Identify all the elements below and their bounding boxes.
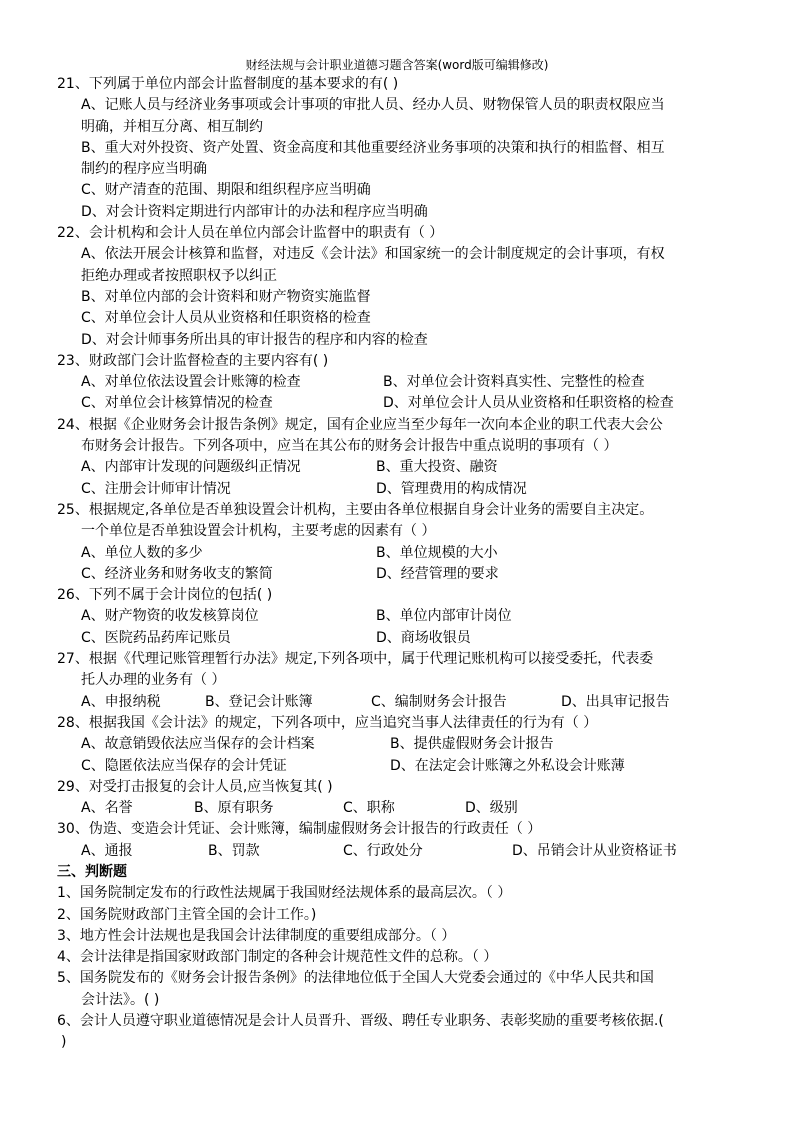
option-a-cont: 明确，并相互分离、相互制约: [81, 118, 263, 135]
option-c: C、职称: [343, 800, 395, 817]
option-d: D、对会计资料定期进行内部审计的办法和程序应当明确: [81, 203, 428, 220]
option-b: B、重大投资、融资: [376, 459, 498, 476]
judge-item-cont: 会计法》。( ): [81, 991, 160, 1008]
question-27: [0, 649, 794, 670]
judge-item: 4、会计法律是指国家财政部门制定的各种会计规范性文件的总称。（ ）: [57, 949, 498, 966]
option-d: D、商场收银员: [376, 629, 471, 646]
question-stem: 22、会计机构和会计人员在单位内部会计监督中的职责有（ ）: [57, 225, 444, 242]
question-22: [0, 223, 794, 244]
option-c: C、财产清查的范围、期限和组织程序应当明确: [81, 182, 371, 199]
option-a: A、内部审计发现的问题级纠正情况: [81, 459, 301, 476]
judge-6: [0, 1011, 794, 1032]
option-c: C、隐匿依法应当保存的会计凭证: [81, 757, 287, 774]
question-21: [0, 74, 794, 95]
option-d: D、经营管理的要求: [376, 565, 499, 582]
option-b: B、对单位会计资料真实性、完整性的检查: [383, 374, 645, 391]
option-a-cont: 拒绝办理或者按照职权予以纠正: [81, 267, 277, 284]
option-d: D、在法定会计账簿之外私设会计账薄: [390, 757, 625, 774]
option-c: C、编制财务会计报告: [371, 693, 507, 710]
question-stem-cont: 布财务会计报告。下列各项中，应当在其公布的财务会计报告中重点说明的事项有（ ）: [81, 438, 618, 455]
option-a: A、单位人数的多少: [81, 544, 203, 561]
option-b: B、原有职务: [194, 800, 274, 817]
option-a: A、依法开展会计核算和监督，对违反《会计法》和国家统一的会计制度规定的会计事项，有权: [81, 246, 665, 263]
question-stem: 25、根据规定,各单位是否单独设置会计机构，主要由各单位根据自身会计业务的需要自主决定。: [57, 501, 654, 518]
option-a: A、申报纳税: [81, 693, 161, 710]
option-a: A、对单位依法设置会计账簿的检查: [81, 374, 301, 391]
option-a: A、名誉: [81, 800, 133, 817]
question-28: [0, 713, 794, 734]
option-d: D、对会计师事务所出具的审计报告的程序和内容的检查: [81, 331, 428, 348]
question-24: [0, 415, 794, 436]
question-stem: 28、根据我国《会计法》的规定，下列各项中，应当追究当事人法律责任的行为有（ ）: [57, 714, 598, 731]
judge-item-cont: ): [61, 1034, 67, 1051]
judge-4: [0, 947, 794, 968]
question-stem: 29、对受打击报复的会计人员,应当恢复其( ): [57, 778, 333, 795]
question-25: [0, 500, 794, 521]
option-b: B、重大对外投资、资产处置、资金高度和其他重要经济业务事项的决策和执行的相监督、相互: [81, 139, 665, 156]
question-stem-cont: 托人办理的业务有（ ）: [81, 672, 226, 689]
section-heading: 三、判断题: [57, 863, 127, 880]
judge-5: [0, 968, 794, 989]
option-c: C、行政处分: [343, 842, 423, 859]
question-stem-cont: 一个单位是否单独设置会计机构，主要考虑的因素有（ ）: [81, 523, 436, 540]
judge-3: [0, 926, 794, 947]
option-d: D、对单位会计人员从业资格和任职资格的检查: [383, 395, 674, 412]
option-d: D、管理费用的构成情况: [376, 480, 527, 497]
question-23: [0, 351, 794, 372]
question-26: [0, 585, 794, 606]
option-c: C、经济业务和财务收支的繁简: [81, 565, 273, 582]
option-d: D、吊销会计从业资格证书: [512, 842, 677, 859]
option-c: C、医院药品药库记账员: [81, 629, 231, 646]
judge-2: [0, 905, 794, 926]
question-stem: 23、财政部门会计监督检查的主要内容有( ): [57, 352, 329, 369]
option-a: A、通报: [81, 842, 133, 859]
judge-item: 3、地方性会计法规也是我国会计法律制度的重要组成部分。（ ）: [57, 927, 456, 944]
judge-item: 2、国务院财政部门主管全国的会计工作。): [57, 906, 317, 923]
judge-item: 6、会计人员遵守职业道德情况是会计人员晋升、晋级、聘任专业职务、表彰奖励的重要考核依据.(: [57, 1013, 664, 1030]
option-a: A、记账人员与经济业务事项或会计事项的审批人员、经办人员、财物保管人员的职责权限应当: [81, 97, 665, 114]
question-30: [0, 819, 794, 840]
option-b: B、单位规模的大小: [376, 544, 498, 561]
question-stem: 21、下列属于单位内部会计监督制度的基本要求的有( ): [57, 76, 399, 92]
option-c: C、对单位会计人员从业资格和任职资格的检查: [81, 310, 371, 327]
judge-1: [0, 883, 794, 904]
option-b: B、对单位内部的会计资料和财产物资实施监督: [81, 288, 371, 305]
option-a: A、故意销毁依法应当保存的会计档案: [81, 736, 315, 753]
question-stem: 26、下列不属于会计岗位的包括( ): [57, 587, 273, 604]
option-b: B、提供虚假财务会计报告: [390, 736, 554, 753]
option-b: B、罚款: [208, 842, 260, 859]
option-b: B、单位内部审计岗位: [376, 608, 512, 625]
question-stem: 30、伪造、变造会计凭证、会计账簿，编制虚假财务会计报告的行政责任（ ）: [57, 821, 542, 838]
judge-item: 5、国务院发布的《财务会计报告条例》的法律地位低于全国人大党委会通过的《中华人民共和国: [57, 970, 654, 987]
option-c: C、对单位会计核算情况的检查: [81, 395, 273, 412]
question-29: [0, 777, 794, 798]
question-stem: 27、根据《代理记账管理暂行办法》规定,下列各项中，属于代理记账机构可以接受委托，代表委: [57, 651, 654, 668]
page-header: 财经法规与会计职业道德习题含答案(word版可编辑修改): [245, 58, 549, 72]
option-d: D、级别: [465, 800, 518, 817]
option-c: C、注册会计师审计情况: [81, 480, 231, 497]
question-stem: 24、根据《企业财务会计报告条例》规定，国有企业应当至少每年一次向本企业的职工代表大会公: [57, 416, 663, 433]
option-a: A、财产物资的收发核算岗位: [81, 608, 259, 625]
option-d: D、出具审记报告: [561, 693, 670, 710]
option-b: B、登记会计账簿: [205, 693, 313, 710]
option-b-cont: 制约的程序应当明确: [81, 161, 207, 178]
document-body: [0, 74, 794, 1054]
judge-item: 1、国务院制定发布的行政性法规属于我国财经法规体系的最高层次。（ ）: [57, 885, 512, 902]
